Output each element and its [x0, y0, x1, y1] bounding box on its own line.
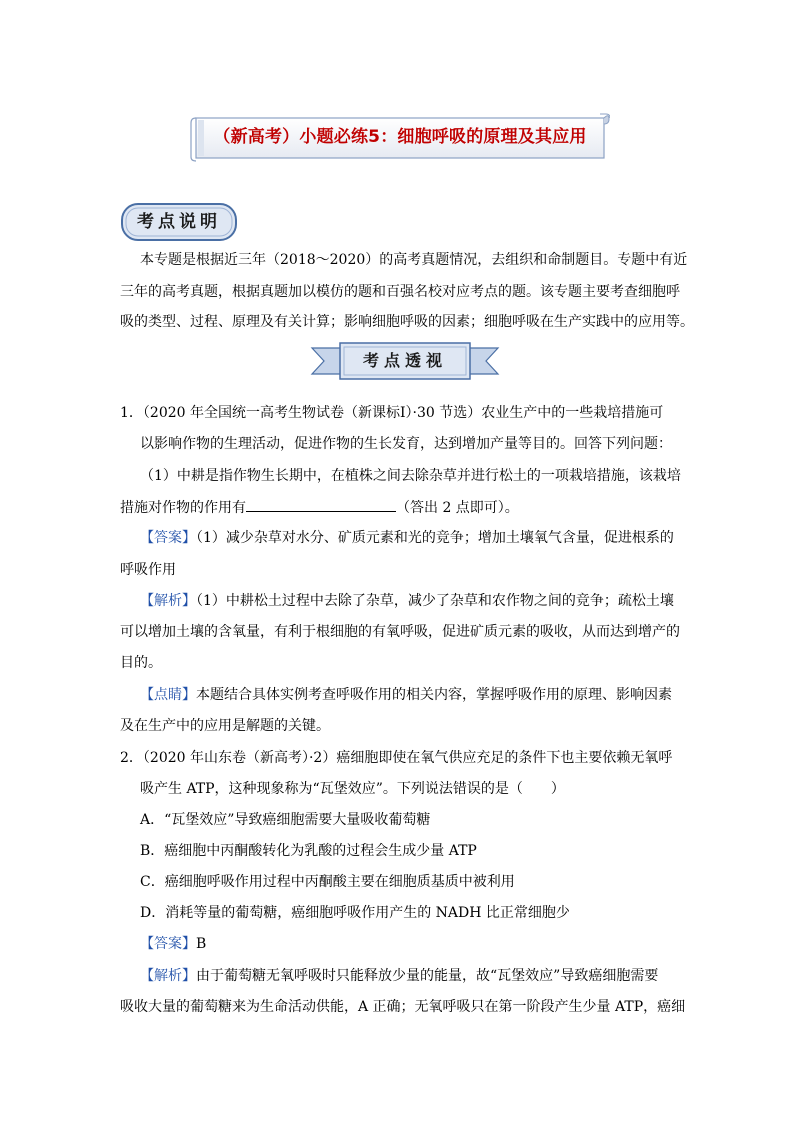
- q2-line-2: 吸产生 ATP，这种现象称为“瓦堡效应”。下列说法错误的是（ ）: [140, 781, 565, 797]
- q2-option-d: D．消耗等量的葡萄糖，癌细胞呼吸作用产生的 NADH 比正常细胞少: [140, 905, 570, 921]
- intro-line-2: 三年的高考真题，根据真题加以模仿的题和百强名校对应考点的题。该专题主要考查细胞呼: [120, 284, 680, 300]
- intro-line-3: 吸的类型、过程、原理及有关计算；影响细胞呼吸的因素；细胞呼吸在生产实践中的应用等。: [120, 314, 694, 330]
- section-badge-perspective: [310, 340, 500, 382]
- q2-analysis-line-2: 吸收大量的葡萄糖来为生命活动供能，A 正确；无氧呼吸只在第一阶段产生少量 ATP，癌细: [120, 999, 686, 1015]
- title-banner: [190, 112, 610, 162]
- q1-analysis-line-1: [140, 591, 674, 611]
- q2-line-1: 2．（2020 年山东卷（新高考）·2）癌细胞即使在氧气供应充足的条件下也主要依赖无氧呼: [120, 750, 673, 766]
- q2-option-b: B．癌细胞中丙酮酸转化为乳酸的过程会生成少量 ATP: [140, 843, 477, 859]
- q1-analysis-line-3: 目的。: [120, 655, 162, 671]
- q1-line-1: 1．（2020 年全国统一高考生物试卷（新课标Ⅰ）·30 节选）农业生产中的一些栽培措施可: [120, 405, 664, 421]
- q2-analysis-line-1: [140, 966, 658, 986]
- q1-line-4-post: （答出 2 点即可）。: [396, 500, 519, 516]
- q1-analysis-line-2: 可以增加土壤的含氧量，有利于根细胞的有氧呼吸，促进矿质元素的吸收，从而达到增产的: [120, 624, 680, 640]
- answer-blank: [246, 497, 396, 512]
- q2-answer-text: B: [196, 936, 207, 952]
- q2-analysis-text: 由于葡萄糖无氧呼吸时只能释放少量的能量，故“瓦堡效应”导致癌细胞需要: [196, 968, 659, 984]
- page-title: （新高考）小题必练5：细胞呼吸的原理及其应用: [213, 127, 587, 147]
- intro-line-1: 本专题是根据近三年（2018～2020）的高考真题情况，去组织和命制题目。专题中有近: [140, 252, 688, 268]
- badge-explain-label: 考点说明: [137, 212, 221, 232]
- q1-point-text: 本题结合具体实例考查呼吸作用的相关内容，掌握呼吸作用的原理、影响因素: [196, 687, 672, 703]
- q1-point-line-2: 及在生产中的应用是解题的关键。: [120, 718, 330, 734]
- analysis-tag: 【解析】: [140, 593, 196, 609]
- q1-answer-line-2: 呼吸作用: [120, 562, 176, 578]
- q1-analysis-text: （1）中耕松土过程中去除了杂草，减少了杂草和农作物之间的竞争；疏松土壤: [196, 593, 674, 609]
- q1-answer-text: （1）减少杂草对水分、矿质元素和光的竞争；增加土壤氧气含量，促进根系的: [196, 530, 674, 546]
- point-tag: 【点睛】: [140, 687, 196, 703]
- q1-point-line-1: [140, 685, 672, 705]
- q2-option-a: A．“瓦堡效应”导致癌细胞需要大量吸收葡萄糖: [140, 812, 431, 828]
- q2-option-c: C．癌细胞呼吸作用过程中丙酮酸主要在细胞质基质中被利用: [140, 874, 515, 890]
- answer-tag: 【答案】: [140, 530, 196, 546]
- q1-answer-line-1: [140, 528, 674, 548]
- section-badge-explain: [120, 202, 238, 242]
- q2-answer-line: [140, 934, 206, 954]
- badge-perspective-label: 考点透视: [362, 351, 447, 370]
- q1-line-4-pre: 措施对作物的作用有: [120, 500, 246, 516]
- answer-tag: 【答案】: [140, 936, 196, 952]
- analysis-tag: 【解析】: [140, 968, 196, 984]
- q1-line-4: [120, 497, 519, 518]
- q1-line-3: （1）中耕是指作物生长期中，在植株之间去除杂草并进行松土的一项栽培措施，该栽培: [140, 468, 681, 484]
- q1-line-2: 以影响作物的生理活动，促进作物的生长发育，达到增加产量等目的。回答下列问题：: [140, 436, 672, 452]
